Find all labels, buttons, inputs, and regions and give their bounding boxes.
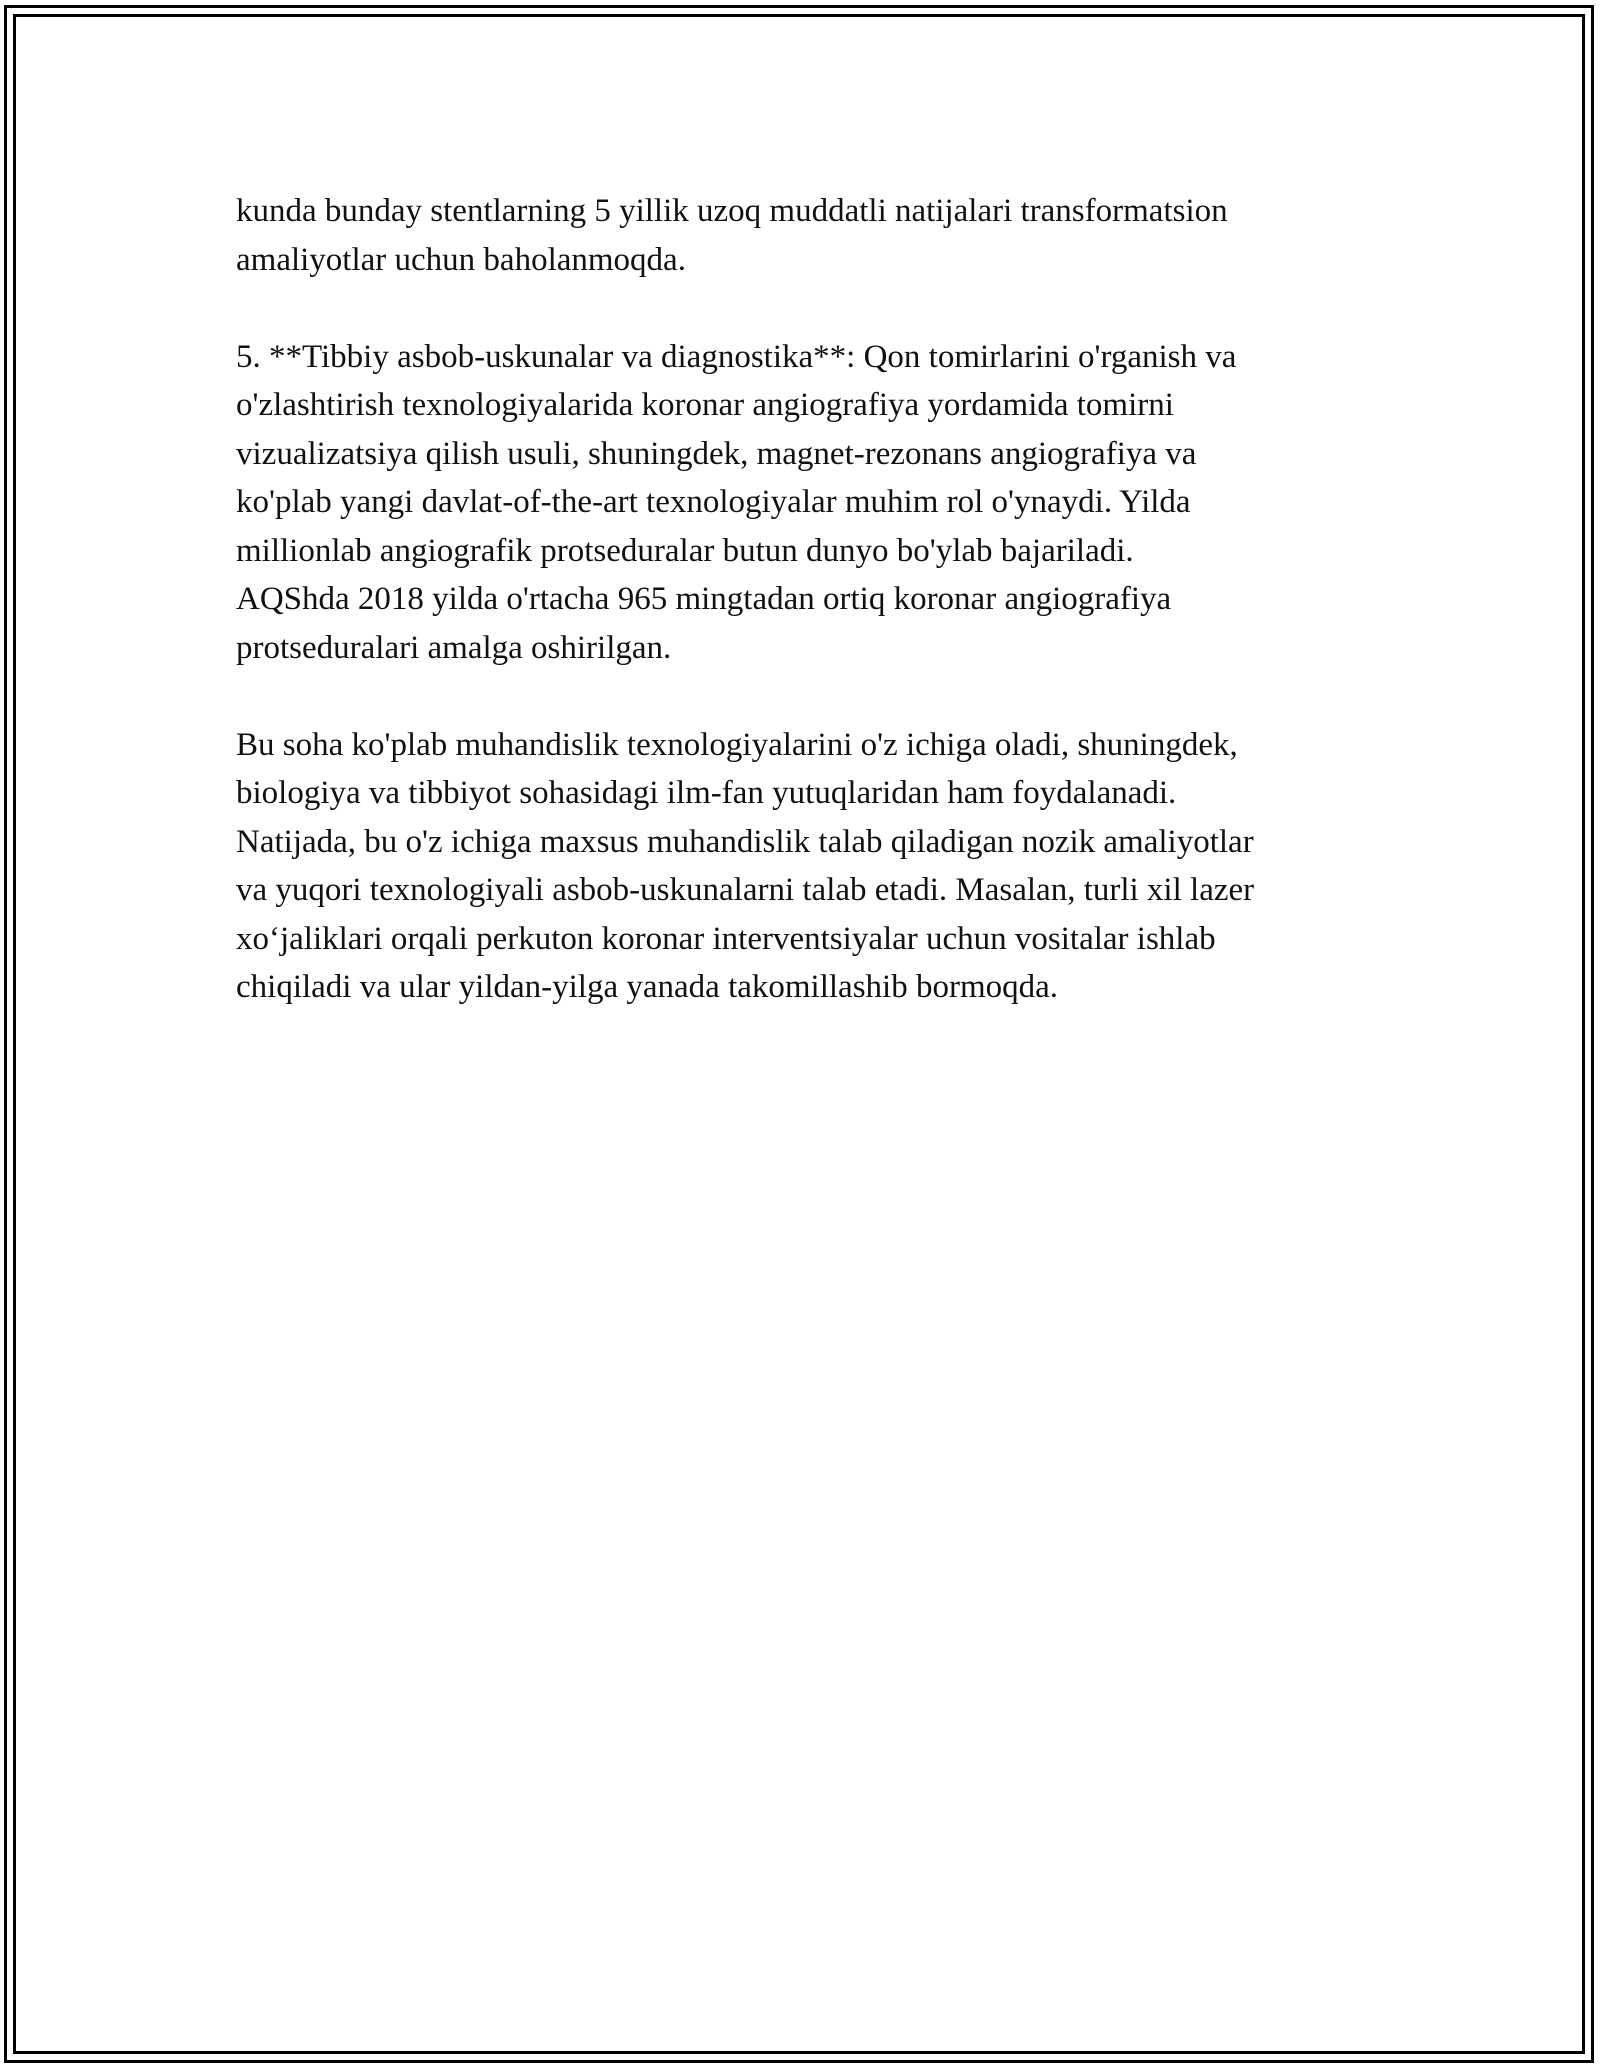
paragraph-3 [236, 721, 1376, 1012]
paragraph-2 [236, 333, 1376, 673]
document-body [236, 187, 1376, 1060]
text-line: Natijada, bu o'z ichiga maxsus muhandislik talab qiladigan nozik amaliyotlar [236, 823, 1254, 860]
text-line: va yuqori texnologiyali asbob-uskunalarni talab etadi. Masalan, turli xil lazer [236, 872, 1255, 908]
text-line: AQShda 2018 yilda o'rtacha 965 mingtadan ortiq koronar angiografiya [236, 581, 1172, 617]
text-line: kunda bunday stentlarning 5 yillik uzoq muddatli natijalari transformatsion [236, 193, 1228, 229]
text-line: biologiya va tibbiyot sohasidagi ilm-fan yutuqlaridan ham foydalanadi. [236, 775, 1177, 811]
text-line: o'zlashtirish texnologiyalarida koronar angiografiya yordamida tomirni [236, 387, 1174, 423]
text-line: vizualizatsiya qilish usuli, shuningdek, magnet-rezonans angiografiya va [236, 435, 1197, 472]
text-line: millionlab angiografik protseduralar butun dunyo bo'ylab bajariladi. [236, 532, 1134, 569]
text-line: amaliyotlar uchun baholanmoqda. [236, 241, 686, 278]
text-line: xo‘jaliklari orqali perkuton koronar interventsiyalar uchun vositalar ishlab [236, 920, 1216, 957]
text-line: 5. **Tibbiy asbob-uskunalar va diagnostika**: Qon tomirlarini o'rganish va [236, 338, 1237, 375]
text-line: Bu soha ko'plab muhandislik texnologiyalarini o'z ichiga oladi, shuningdek, [236, 726, 1238, 763]
paragraph-1 [236, 187, 1376, 284]
text-line: chiqiladi va ular yildan-yilga yanada takomillashib bormoqda. [236, 969, 1059, 1005]
text-line: protseduralari amalga oshirilgan. [236, 629, 672, 666]
text-line: ko'plab yangi davlat-of-the-art texnologiyalar muhim rol o'ynaydi. Yilda [236, 484, 1191, 520]
